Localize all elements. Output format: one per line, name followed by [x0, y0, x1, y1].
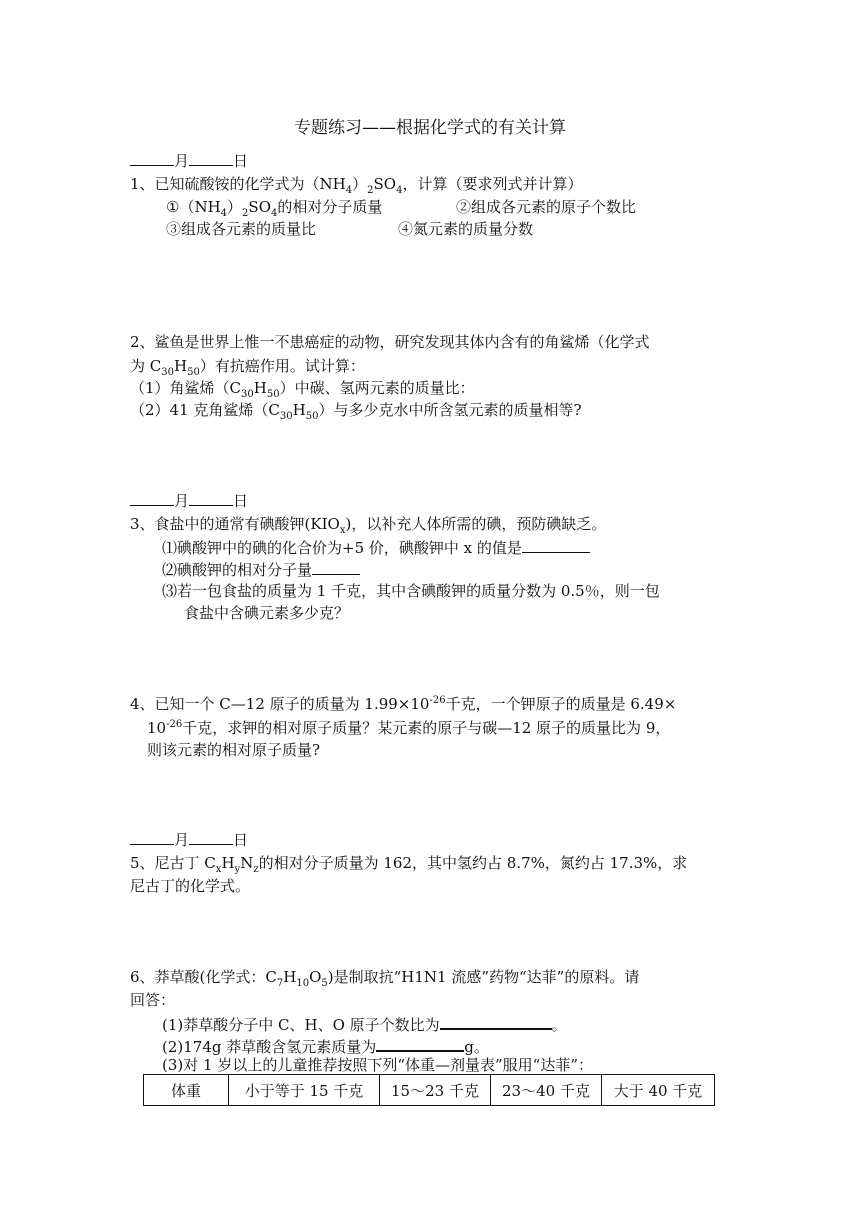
question-3-item-1: ⑴碘酸钾中的碘的化合价为+5 价，碘酸钾中 x 的值是: [162, 537, 590, 558]
table-cell: 大于 40 千克: [602, 1075, 715, 1106]
question-6-line-1: 6、莽草酸(化学式：$C_7H_{10}O_5$)是制取抗“H1N1 流感”药物“达菲”的原料。请: [130, 968, 640, 989]
question-1-item-2: ②组成各元素的原子个数比: [456, 198, 637, 216]
table-cell: 小于等于 15 千克: [229, 1075, 380, 1106]
table-row: [144, 1075, 715, 1106]
question-6-item-1: (1)莽草酸分子中 C、H、O 原子个数比为 。: [162, 1013, 567, 1035]
question-1-item-1: $①(NH_4)_2SO_4$的相对分子质量: [166, 198, 383, 219]
answer-blank[interactable]: [440, 1013, 552, 1030]
answer-blank[interactable]: [522, 537, 590, 553]
question-3-stem: 3、食盐中的通常有碘酸钾$(KIO_x)$，以补充人体所需的碘，预防碘缺乏。: [130, 515, 607, 536]
question-1-item-3: ③组成各元素的质量比: [166, 220, 317, 238]
table-cell: 体重: [144, 1075, 229, 1106]
question-5-line-1: 5、尼古丁 $C_xH_yN_z$的相对分子质量为 162，其中氢约占 8.7%，氮约占 17.3%，求: [130, 854, 688, 875]
page-title: 专题练习——根据化学式的有关计算: [294, 118, 566, 138]
question-2-line-1: 2、鲨鱼是世界上惟一不患癌症的动物，研究发现其体内含有的角鲨烯（化学式: [130, 333, 650, 351]
question-6-line-2: 回答：: [130, 991, 176, 1009]
question-3-item-3-line-1: ⑶若一包食盐的质量为 1 千克，其中含碘酸钾的质量分数为 0.5％，则一包: [162, 582, 660, 600]
table-cell: 15～23 千克: [380, 1075, 491, 1106]
date-line: 月 日: [130, 150, 248, 171]
question-1-stem: 1、已知硫酸铵的化学式为$(NH_4)_2SO_4$，计算（要求列式并计算）: [130, 175, 583, 196]
question-3-item-3-line-2: 食盐中含碘元素多少克？: [184, 604, 350, 622]
question-6-item-2: (2)174g 莽草酸含氢元素质量为 g。: [162, 1035, 489, 1057]
answer-blank[interactable]: [376, 1035, 464, 1052]
question-2-line-3: （1）角鲨烯$(C_{30}H_{50})$中碳、氢两元素的质量比：: [130, 379, 475, 400]
answer-blank[interactable]: [312, 559, 360, 575]
question-4-line-1: 4、已知一个 C—12 原子的质量为 $1.99\times 10^{-26}$千克，一个钾原子的质量是 6.49×: [130, 695, 677, 713]
question-5-line-2: 尼古丁的化学式。: [130, 877, 251, 895]
dose-table: [143, 1074, 715, 1106]
question-6-item-3: (3)对 1 岁以上的儿童推荐按照下列“体重—剂量表”服用“达菲”：: [162, 1056, 594, 1074]
date-line: 月 日: [130, 829, 248, 850]
table-cell: 23～40 千克: [491, 1075, 602, 1106]
question-3-item-2: ⑵碘酸钾的相对分子量: [162, 559, 360, 580]
question-2-line-4: （2）41 克角鲨烯$(C_{30}H_{50})$与多少克水中所含氢元素的质量相等?: [130, 401, 582, 422]
date-line: 月 日: [130, 490, 248, 511]
question-1-item-4: ④氮元素的质量分数: [398, 220, 534, 238]
question-2-line-2: 为 $C_{30}H_{50}$）有抗癌作用。试计算：: [130, 357, 365, 378]
question-4-line-3: 则该元素的相对原子质量?: [147, 741, 321, 759]
question-4-line-2: $10^{-26}$千克，求钾的相对原子质量？某元素的原子与碳—12 原子的质量比为 9，: [147, 719, 671, 737]
